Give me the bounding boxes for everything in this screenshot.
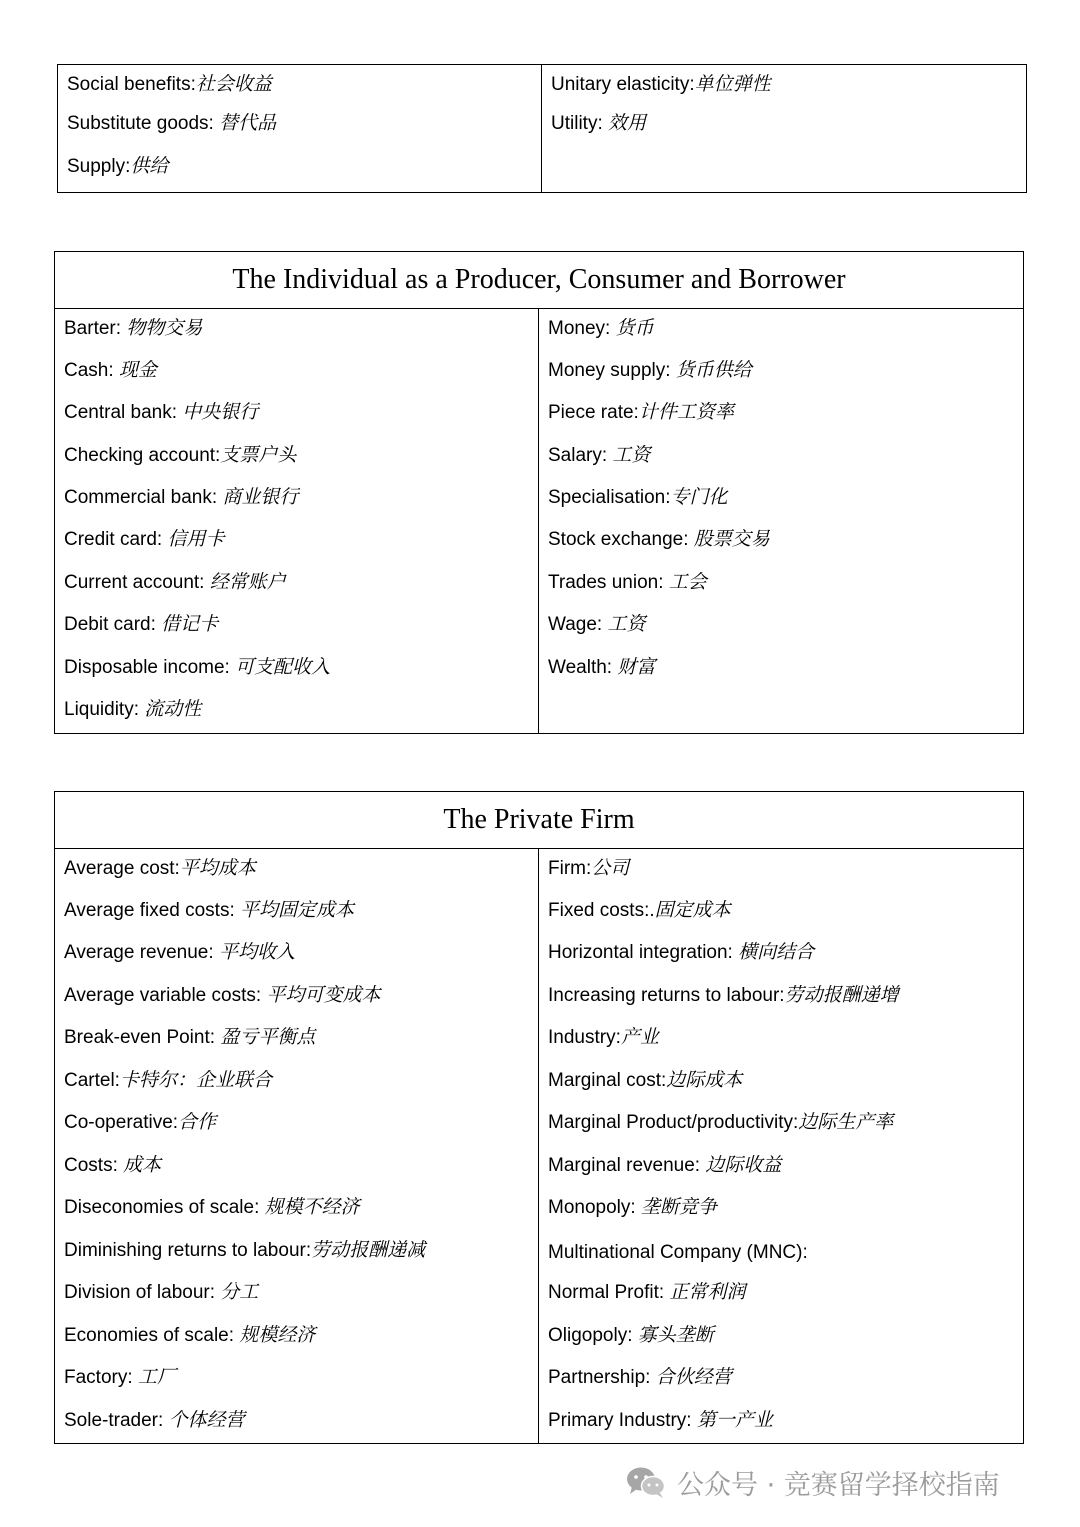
- term-row: Factory: 工厂: [64, 1366, 176, 1388]
- term-row: Liquidity: 流动性: [64, 698, 202, 720]
- term-row: Trades union: 工会: [548, 571, 707, 593]
- term-row: Average variable costs: 平均可变成本: [64, 984, 381, 1006]
- term-row: Diseconomies of scale: 规模不经济: [64, 1196, 360, 1218]
- term-row: Costs: 成本: [64, 1154, 162, 1176]
- term-row: Piece rate:计件工资率: [548, 401, 734, 423]
- term-row: Money supply: 货币供给: [548, 359, 752, 381]
- term-row: Division of labour: 分工: [64, 1281, 259, 1303]
- term-utility: Utility: 效用: [551, 112, 647, 134]
- term-row: Firm:公司: [548, 857, 630, 879]
- term-row: Monopoly: 垄断竞争: [548, 1196, 717, 1218]
- term-row: Economies of scale: 规模经济: [64, 1324, 316, 1346]
- term-row: Salary: 工资: [548, 444, 651, 466]
- term-row: Credit card: 信用卡: [64, 528, 225, 550]
- term-row: Break-even Point: 盈亏平衡点: [64, 1026, 316, 1048]
- watermark: [625, 1462, 1000, 1502]
- term-unitary-elasticity: Unitary elasticity:单位弹性: [551, 73, 771, 95]
- left-column: [55, 309, 539, 733]
- term-row: Specialisation:专门化: [548, 486, 728, 508]
- right-column: [539, 849, 1023, 1443]
- term-row: Checking account:支票户头: [64, 444, 297, 466]
- section-title: The Individual as a Producer, Consumer and Borrower: [55, 252, 1023, 309]
- term-row: Average revenue: 平均收入: [64, 941, 295, 963]
- term-row: Average cost:平均成本: [64, 857, 256, 879]
- term-row: Normal Profit: 正常利润: [548, 1281, 746, 1303]
- term-substitute-goods: Substitute goods: 替代品: [67, 112, 277, 134]
- term-social-benefits: Social benefits:社会收益: [67, 73, 272, 95]
- term-row: Money: 货币: [548, 317, 654, 339]
- right-column: [542, 65, 1026, 192]
- term-row: Current account: 经常账户: [64, 571, 286, 593]
- term-row: Average fixed costs: 平均固定成本: [64, 899, 355, 921]
- term-row: Commercial bank: 商业银行: [64, 486, 299, 508]
- term-row: Oligopoly: 寡头垄断: [548, 1324, 714, 1346]
- term-row: Partnership: 合伙经营: [548, 1366, 732, 1388]
- term-row: Increasing returns to labour:劳动报酬递增: [548, 984, 899, 1006]
- term-row: Stock exchange: 股票交易: [548, 528, 770, 550]
- term-row: Industry:产业: [548, 1026, 659, 1048]
- term-row: Wealth: 财富: [548, 656, 656, 678]
- term-supply: Supply:供给: [67, 155, 169, 177]
- right-column: [539, 309, 1023, 733]
- section-title: The Private Firm: [55, 792, 1023, 849]
- term-row: Sole-trader: 个体经营: [64, 1409, 245, 1431]
- left-column: [58, 65, 542, 192]
- term-row: Marginal Product/productivity:边际生产率: [548, 1111, 894, 1133]
- glossary-table-private-firm: [54, 791, 1024, 1444]
- term-row: Fixed costs:.固定成本: [548, 899, 731, 921]
- left-column: [55, 849, 539, 1443]
- glossary-table-individual: [54, 251, 1024, 734]
- term-row: Horizontal integration: 横向结合: [548, 941, 815, 963]
- wechat-icon: [625, 1464, 667, 1500]
- watermark-text: 公众号 · 竞赛留学择校指南: [677, 1469, 1000, 1501]
- term-row: Barter: 物物交易: [64, 317, 203, 339]
- term-row: Marginal revenue: 边际收益: [548, 1154, 782, 1176]
- term-row: Disposable income: 可支配收入: [64, 656, 331, 678]
- term-row: Central bank: 中央银行: [64, 401, 259, 423]
- term-row: Diminishing returns to labour:劳动报酬递减: [64, 1239, 426, 1261]
- term-row: Wage: 工资: [548, 613, 646, 635]
- term-row: Primary Industry: 第一产业: [548, 1409, 773, 1431]
- term-row: Co-operative:合作: [64, 1111, 217, 1133]
- glossary-table-continued: [57, 64, 1027, 193]
- term-row: Cash: 现金: [64, 359, 157, 381]
- term-row: Marginal cost:边际成本: [548, 1069, 743, 1091]
- term-row: Multinational Company (MNC):: [548, 1242, 808, 1263]
- term-row: Debit card: 借记卡: [64, 613, 219, 635]
- term-row: Cartel:卡特尔：企业联合: [64, 1069, 272, 1091]
